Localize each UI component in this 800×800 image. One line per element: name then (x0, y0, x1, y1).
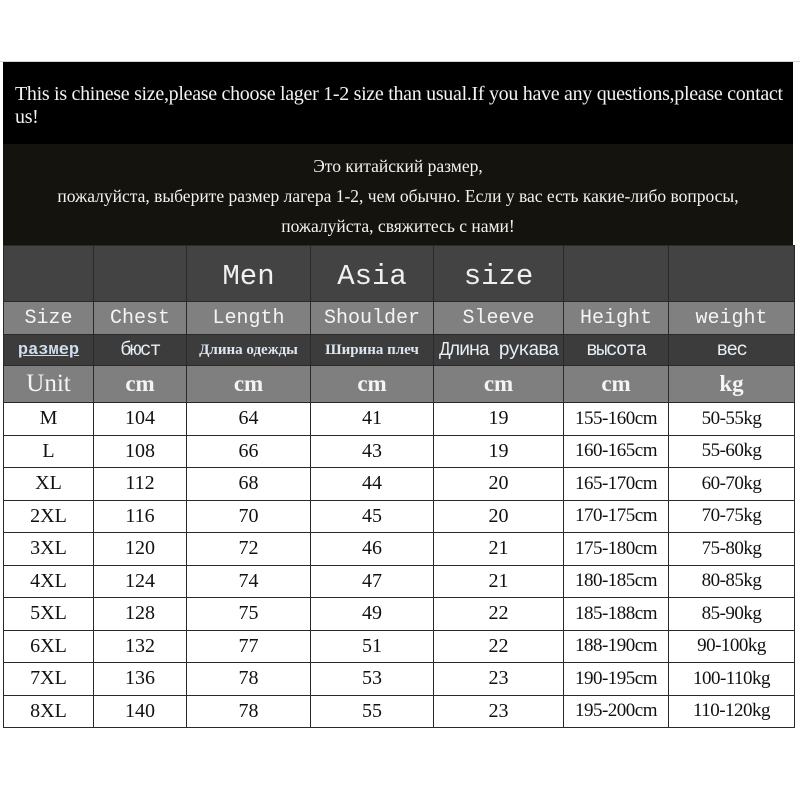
title-cell (669, 246, 795, 302)
weight-cell: 80-85kg (669, 565, 795, 598)
shoulder-cell: 43 (311, 435, 434, 468)
shoulder-cell: 49 (311, 598, 434, 631)
weight-cell: 75-80kg (669, 533, 795, 566)
chest-cell: 128 (94, 598, 187, 631)
sleeve-cell: 23 (434, 663, 564, 696)
table-row (4, 565, 795, 598)
russian-notice-line: Это китайский размер, (313, 155, 483, 176)
chest-cell: 104 (94, 403, 187, 436)
size-cell: 8XL (4, 695, 94, 728)
length-cell: 78 (187, 695, 311, 728)
unit-cell: kg (669, 366, 795, 403)
sleeve-cell: 21 (434, 565, 564, 598)
column-header-sleeve-ru: Длина рукава (434, 335, 564, 366)
chest-cell: 120 (94, 533, 187, 566)
unit-cell: cm (311, 366, 434, 403)
size-cell: 3XL (4, 533, 94, 566)
chest-cell: 124 (94, 565, 187, 598)
unit-cell: cm (564, 366, 669, 403)
height-cell: 195-200cm (564, 695, 669, 728)
unit-label: Unit (4, 366, 94, 403)
shoulder-cell: 44 (311, 468, 434, 501)
weight-cell: 50-55kg (669, 403, 795, 436)
table-row (4, 403, 795, 436)
length-cell: 75 (187, 598, 311, 631)
title-cell (94, 246, 187, 302)
shoulder-cell: 46 (311, 533, 434, 566)
title-cell-size: size (434, 246, 564, 302)
chest-cell: 112 (94, 468, 187, 501)
length-cell: 70 (187, 500, 311, 533)
height-cell: 180-185cm (564, 565, 669, 598)
table-title-row (4, 246, 795, 302)
chest-cell: 116 (94, 500, 187, 533)
height-cell: 190-195cm (564, 663, 669, 696)
weight-cell: 55-60kg (669, 435, 795, 468)
weight-cell: 90-100kg (669, 630, 795, 663)
column-header-height-ru: высота (564, 335, 669, 366)
chest-cell: 140 (94, 695, 187, 728)
size-cell: M (4, 403, 94, 436)
title-cell (564, 246, 669, 302)
shoulder-cell: 45 (311, 500, 434, 533)
chest-cell: 136 (94, 663, 187, 696)
size-cell: L (4, 435, 94, 468)
title-cell-men: Men (187, 246, 311, 302)
sleeve-cell: 20 (434, 468, 564, 501)
sleeve-cell: 19 (434, 435, 564, 468)
size-cell: 6XL (4, 630, 94, 663)
shoulder-cell: 51 (311, 630, 434, 663)
column-header-shoulder-ru: Ширина плеч (311, 335, 434, 366)
chest-cell: 108 (94, 435, 187, 468)
unit-cell: cm (187, 366, 311, 403)
height-cell: 170-175cm (564, 500, 669, 533)
sleeve-cell: 20 (434, 500, 564, 533)
length-cell: 77 (187, 630, 311, 663)
weight-cell: 110-120kg (669, 695, 795, 728)
length-cell: 72 (187, 533, 311, 566)
russian-notice-line: пожалуйста, выберите размер лагера 1-2, чем обычно. Если у вас есть какие-либо вопросы, (57, 185, 739, 206)
size-chart-table (3, 245, 795, 728)
weight-cell: 70-75kg (669, 500, 795, 533)
column-header-size-ru: размер (4, 335, 94, 366)
table-row (4, 533, 795, 566)
size-cell: 2XL (4, 500, 94, 533)
size-cell: 7XL (4, 663, 94, 696)
weight-cell: 100-110kg (669, 663, 795, 696)
shoulder-cell: 41 (311, 403, 434, 436)
table-row (4, 695, 795, 728)
english-notice-text: This is chinese size,please choose lager 1-2 size than usual.If you have any questions,please contact us! (15, 83, 783, 128)
column-header-weight: weight (669, 302, 795, 335)
table-row (4, 500, 795, 533)
size-cell: XL (4, 468, 94, 501)
column-header-chest-ru: бюст (94, 335, 187, 366)
size-cell: 4XL (4, 565, 94, 598)
unit-cell: cm (94, 366, 187, 403)
column-header-length-ru: Длина одежды (187, 335, 311, 366)
height-cell: 188-190cm (564, 630, 669, 663)
height-cell: 160-165cm (564, 435, 669, 468)
column-header-size: Size (4, 302, 94, 335)
shoulder-cell: 53 (311, 663, 434, 696)
unit-row (4, 366, 795, 403)
shoulder-cell: 47 (311, 565, 434, 598)
height-cell: 165-170cm (564, 468, 669, 501)
height-cell: 155-160cm (564, 403, 669, 436)
length-cell: 74 (187, 565, 311, 598)
column-header-weight-ru: вес (669, 335, 795, 366)
russian-size-notice (3, 144, 793, 245)
size-cell: 5XL (4, 598, 94, 631)
header-row-russian (4, 335, 795, 366)
length-cell: 66 (187, 435, 311, 468)
column-header-chest: Chest (94, 302, 187, 335)
title-cell (4, 246, 94, 302)
shoulder-cell: 55 (311, 695, 434, 728)
height-cell: 185-188cm (564, 598, 669, 631)
table-row (4, 598, 795, 631)
gridline (0, 61, 800, 62)
length-cell: 64 (187, 403, 311, 436)
sleeve-cell: 22 (434, 598, 564, 631)
length-cell: 78 (187, 663, 311, 696)
column-header-length: Length (187, 302, 311, 335)
sleeve-cell: 22 (434, 630, 564, 663)
russian-notice-line: пожалуйста, свяжитесь с нами! (281, 215, 515, 236)
weight-cell: 85-90kg (669, 598, 795, 631)
table-row (4, 435, 795, 468)
table-row (4, 630, 795, 663)
height-cell: 175-180cm (564, 533, 669, 566)
length-cell: 68 (187, 468, 311, 501)
sleeve-cell: 19 (434, 403, 564, 436)
title-cell-asia: Asia (311, 246, 434, 302)
column-header-shoulder: Shoulder (311, 302, 434, 335)
table-row (4, 468, 795, 501)
english-size-notice (3, 62, 793, 144)
unit-cell: cm (434, 366, 564, 403)
column-header-height: Height (564, 302, 669, 335)
table-row (4, 663, 795, 696)
header-row-english (4, 302, 795, 335)
sleeve-cell: 23 (434, 695, 564, 728)
weight-cell: 60-70kg (669, 468, 795, 501)
chest-cell: 132 (94, 630, 187, 663)
sleeve-cell: 21 (434, 533, 564, 566)
column-header-sleeve: Sleeve (434, 302, 564, 335)
